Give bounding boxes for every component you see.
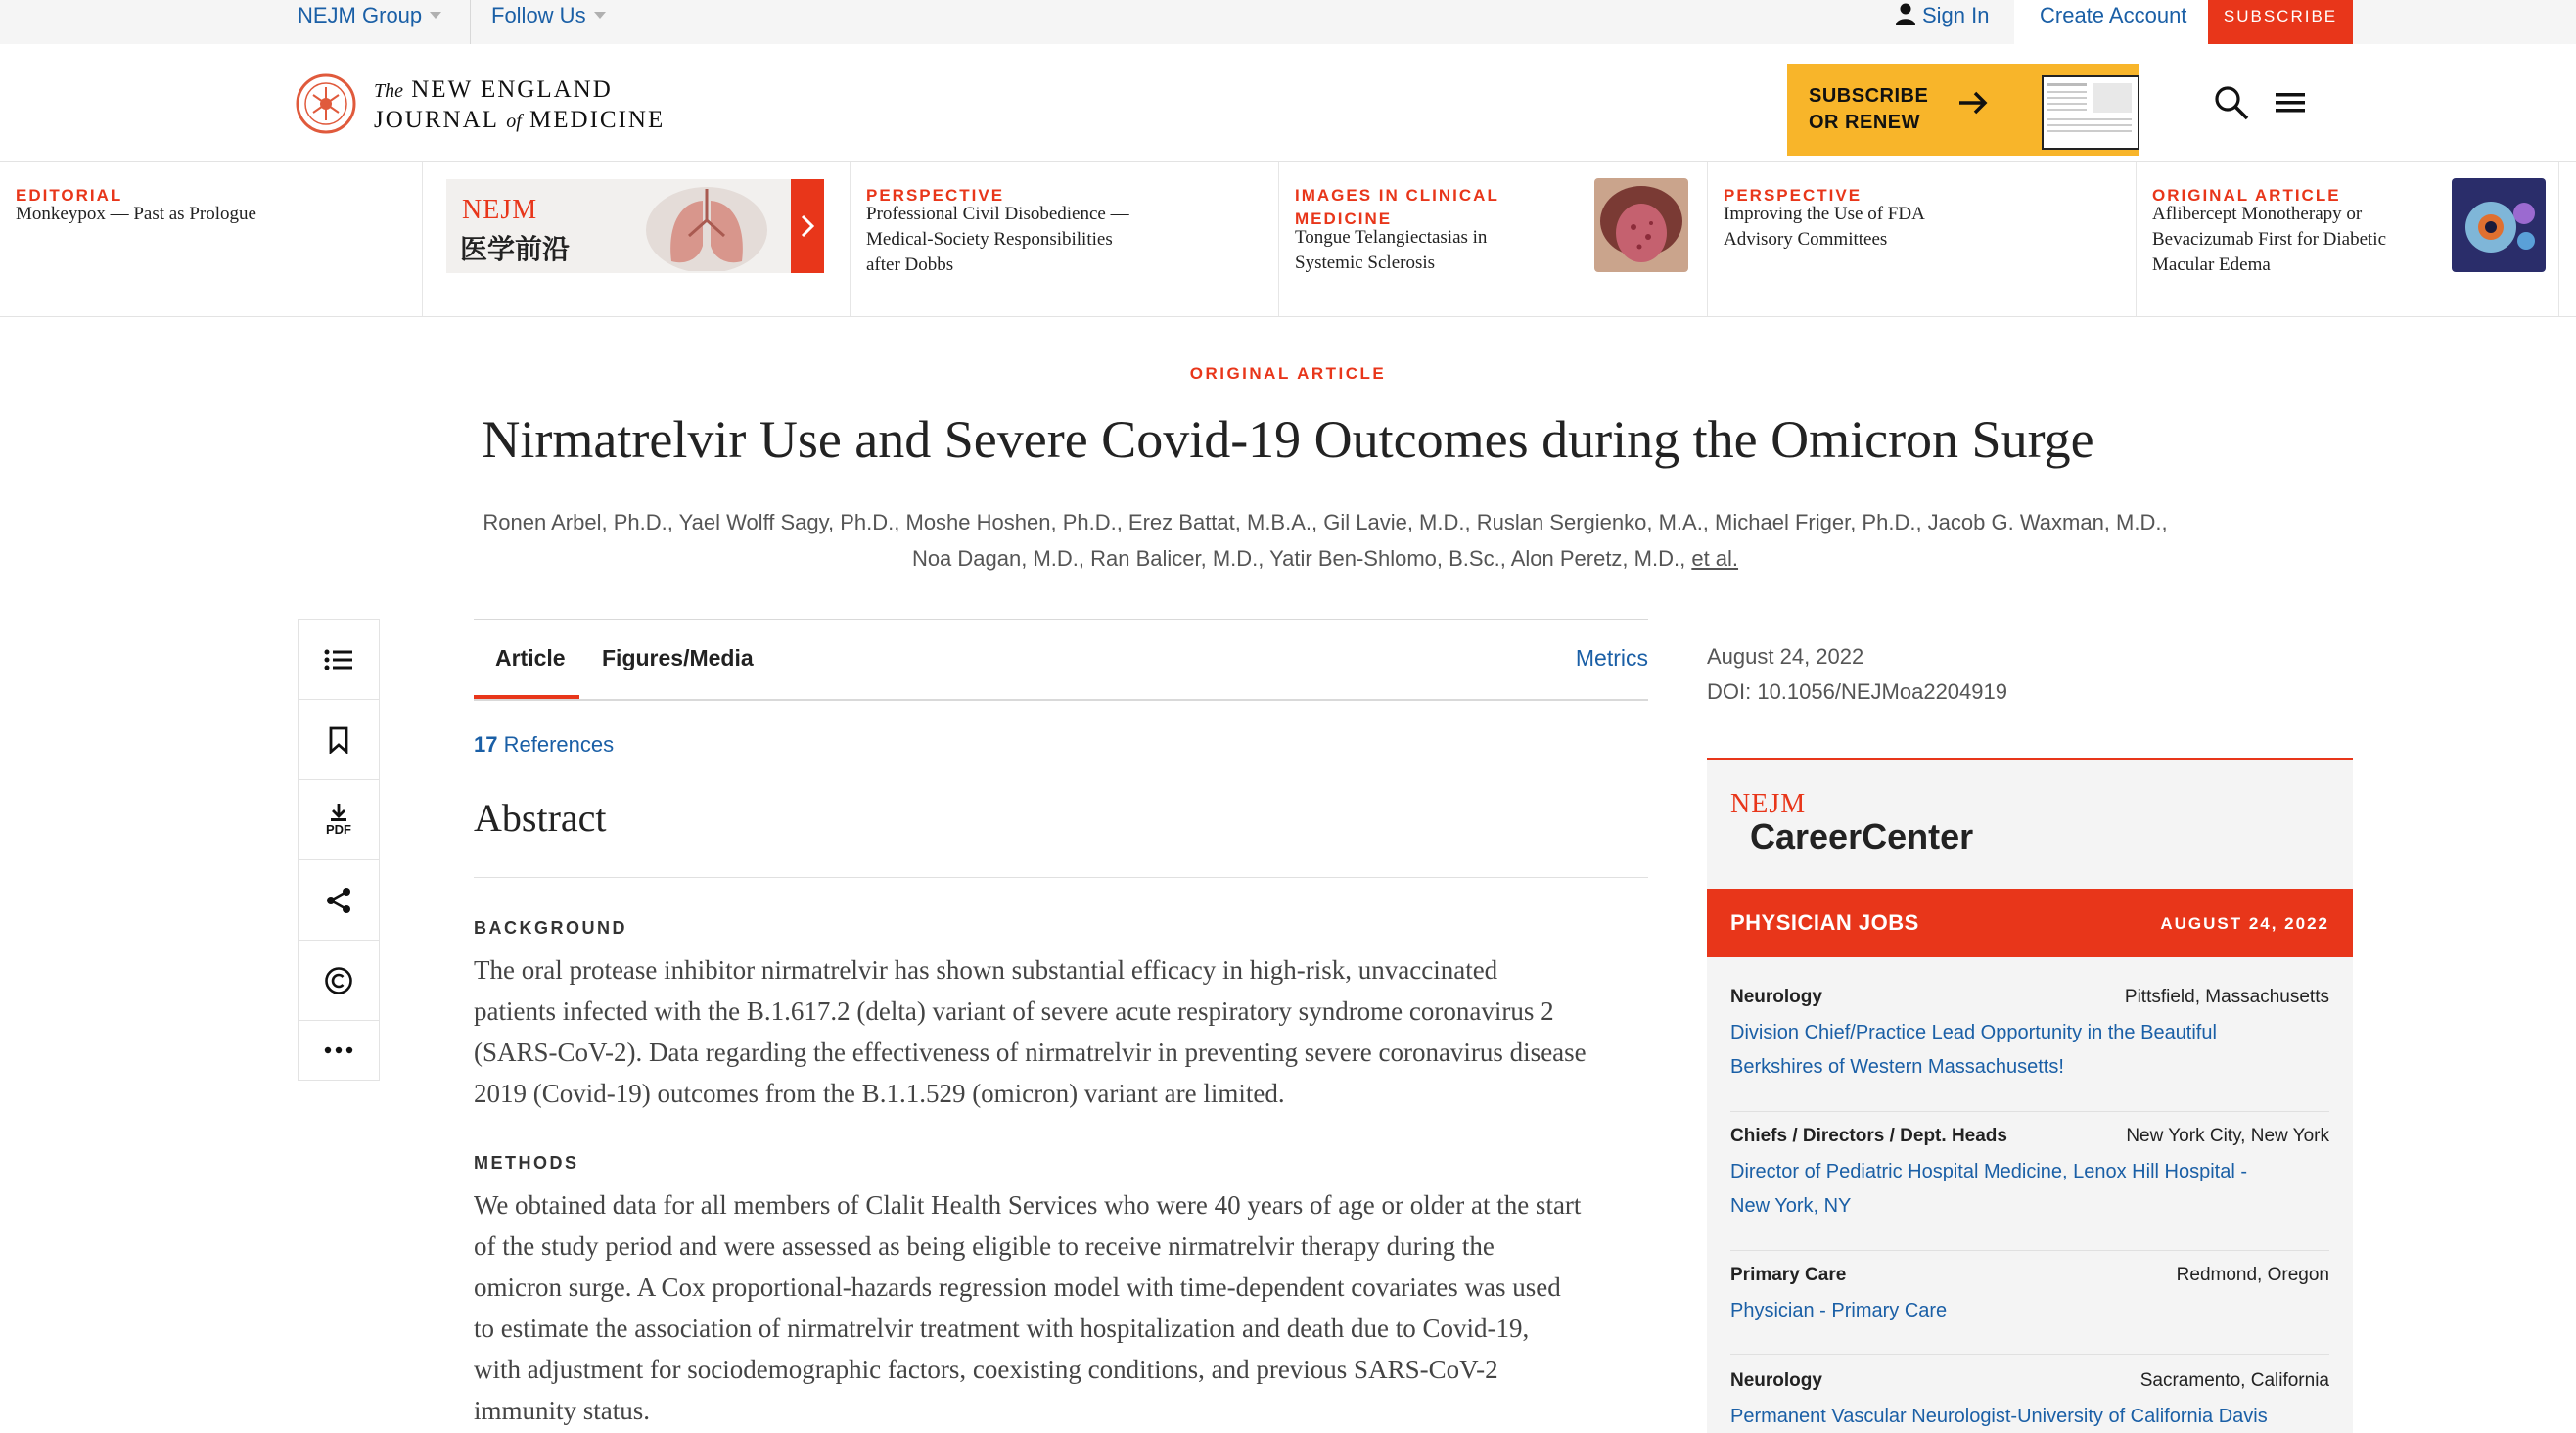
author-list xyxy=(450,504,2200,577)
job-category: Chiefs / Directors / Dept. Heads xyxy=(1730,1126,2007,1146)
teaser-editorial[interactable] xyxy=(0,162,423,316)
journal-cover-thumbnail xyxy=(2042,75,2139,150)
teaser-title: Professional Civil Disobedience — Medical-Society Responsibilities after Dobbs xyxy=(866,204,1129,275)
teaser-kicker: PERSPECTIVE xyxy=(866,186,1005,205)
job-title-line: Physician - Primary Care xyxy=(1730,1300,1948,1321)
methods-text xyxy=(474,1184,1648,1431)
jobs-date: AUGUST 24, 2022 xyxy=(2160,914,2329,933)
article-tabs xyxy=(474,619,1648,701)
search-icon[interactable] xyxy=(2212,83,2251,122)
authors-line1: Ronen Arbel, Ph.D., Yael Wolff Sagy, Ph.D., Moshe Hoshen, Ph.D., Erez Battat, M.B.A., Gil Lavie, M.D., Ruslan Sergienko, M.A., Michael Friger, Ph.D., Jacob G. Waxman, M.D., xyxy=(483,510,2168,534)
background-line: 2019 (Covid-19) outcomes from the B.1.1.529 (omicron) variant are limited. xyxy=(474,1079,1285,1108)
references-label: References xyxy=(503,732,615,757)
logo-medicine: MEDICINE xyxy=(529,107,666,133)
create-account-label: Create Account xyxy=(2040,3,2187,27)
teaser-original-article[interactable] xyxy=(2137,162,2559,316)
methods-line: of the study period and were assessed as being eligible to receive nirmatrelvir therapy during the xyxy=(474,1231,1495,1261)
job-title-line: Berkshires of Western Massachusetts! xyxy=(1730,1056,2064,1078)
sign-in-link[interactable] xyxy=(1895,0,1990,44)
teaser-title: Monkeypox — Past as Prologue xyxy=(16,204,256,224)
background-line: The oral protease inhibitor nirmatrelvir has shown substantial efficacy in high-risk, unvaccinated xyxy=(474,955,1498,985)
promo-banner xyxy=(446,179,824,273)
nejm-group-menu[interactable] xyxy=(298,0,441,44)
article-title: Nirmatrelvir Use and Severe Covid-19 Outcomes during the Omicron Surge xyxy=(482,410,2094,469)
share-button[interactable] xyxy=(299,860,379,941)
job-location: Redmond, Oregon xyxy=(2176,1265,2329,1285)
hamburger-menu-icon[interactable] xyxy=(2273,87,2308,118)
nejm-chinese-promo[interactable] xyxy=(423,162,851,316)
nejm-seal-icon[interactable] xyxy=(296,73,356,134)
article-tool-rail xyxy=(298,619,380,1081)
promo-nejm: NEJM xyxy=(462,195,538,225)
logo-journal: JOURNAL xyxy=(374,107,498,133)
career-center-widget xyxy=(1707,758,2353,1433)
create-account-area xyxy=(2014,0,2208,44)
teaser-title: Aflibercept Monotherapy or Bevacizumab First for Diabetic Macular Edema xyxy=(2152,204,2387,275)
job-title-link[interactable] xyxy=(1730,1155,2329,1224)
job-location: Sacramento, California xyxy=(2139,1370,2329,1391)
chevron-down-icon xyxy=(594,12,606,19)
doi: DOI: 10.1056/NEJMoa2204919 xyxy=(1707,679,2007,704)
job-title-line: Division Chief/Practice Lead Opportunity in the Beautiful xyxy=(1730,1022,2217,1043)
job-listing xyxy=(1730,1265,2329,1355)
career-nejm: NEJM xyxy=(1730,789,1807,819)
lungs-illustration-icon xyxy=(638,181,775,271)
physician-jobs-header xyxy=(1707,889,2353,957)
tab-article[interactable]: Article xyxy=(495,645,566,670)
sign-in-label: Sign In xyxy=(1922,3,1990,27)
publication-date: August 24, 2022 xyxy=(1707,644,1864,669)
logo-the: The xyxy=(374,80,403,102)
background-line: (SARS-CoV-2). Data regarding the effectiveness of nirmatrelvir in preventing severe coronavirus disease xyxy=(474,1038,1587,1067)
divider xyxy=(470,0,471,44)
journal-logo[interactable] xyxy=(374,75,665,136)
background-line: patients infected with the B.1.617.2 (delta) variant of severe acute respiratory syndrome coronavirus 2 xyxy=(474,996,1554,1026)
methods-line: immunity status. xyxy=(474,1396,651,1425)
utility-bar xyxy=(0,0,2576,44)
more-dots-icon xyxy=(324,1046,353,1054)
download-icon xyxy=(328,803,349,822)
masthead xyxy=(0,44,2576,162)
logo-of: of xyxy=(506,111,522,132)
promo-chinese: 医学前沿 xyxy=(460,234,571,264)
user-icon xyxy=(1895,2,1916,25)
eye-illustration-icon xyxy=(2452,178,2546,272)
background-text xyxy=(474,949,1648,1114)
chevron-right-icon xyxy=(791,179,824,273)
follow-us-menu[interactable] xyxy=(491,0,606,44)
share-icon xyxy=(325,887,352,914)
methods-line: with adjustment for sociodemographic factors, coexisting conditions, and previous SARS-CoV-2 xyxy=(474,1355,1498,1384)
teaser-kicker: ORIGINAL ARTICLE xyxy=(2152,186,2341,205)
logo-line1: NEW ENGLAND xyxy=(411,76,613,103)
nejm-group-label: NEJM Group xyxy=(298,3,423,27)
permissions-button[interactable] xyxy=(299,941,379,1021)
teaser-strip xyxy=(0,162,2576,317)
create-account-link[interactable] xyxy=(2040,0,2186,44)
references-link[interactable] xyxy=(474,732,614,758)
teaser-title: Improving the Use of FDA Advisory Committees xyxy=(1724,204,1924,250)
teaser-perspective-dobbs[interactable] xyxy=(851,162,1279,316)
authors-line2: Noa Dagan, M.D., Ran Balicer, M.D., Yatir Ben-Shlomo, B.Sc., Alon Peretz, M.D., xyxy=(911,546,1686,571)
subscribe-line2: OR RENEW xyxy=(1809,112,1920,133)
job-title-link[interactable] xyxy=(1730,1016,2329,1085)
divider xyxy=(474,877,1648,878)
job-category: Neurology xyxy=(1730,987,1822,1007)
career-center-title: CareerCenter xyxy=(1750,816,1974,856)
subscribe-renew-banner[interactable] xyxy=(1787,64,2139,156)
bookmark-icon xyxy=(328,726,349,754)
arrow-right-icon xyxy=(1954,83,1993,122)
methods-label: METHODS xyxy=(474,1153,579,1173)
list-icon xyxy=(324,648,353,671)
pdf-download-button[interactable] xyxy=(299,780,379,860)
job-title-link[interactable] xyxy=(1730,1400,2329,1433)
background-label: BACKGROUND xyxy=(474,918,627,938)
subscribe-line1: SUBSCRIBE xyxy=(1809,85,1929,107)
tab-metrics[interactable]: Metrics xyxy=(1575,645,1648,670)
job-title-line: New York, NY xyxy=(1730,1195,1852,1217)
methods-line: We obtained data for all members of Clalit Health Services who were 40 years of age or older at the start xyxy=(474,1190,1582,1220)
follow-us-label: Follow Us xyxy=(491,3,586,27)
more-options-button[interactable] xyxy=(299,1021,379,1080)
teaser-kicker: EDITORIAL xyxy=(16,186,123,205)
abstract-heading: Abstract xyxy=(474,796,607,840)
methods-line: omicron surge. A Cox proportional-hazards regression model with time-dependent covariates was used xyxy=(474,1272,1561,1302)
job-title-line: Director of Pediatric Hospital Medicine, Lenox Hill Hospital - xyxy=(1730,1161,2247,1182)
job-listing xyxy=(1730,1126,2329,1251)
subscribe-button[interactable]: SUBSCRIBE xyxy=(2208,0,2353,44)
active-tab-indicator xyxy=(474,695,579,699)
job-category: Neurology xyxy=(1730,1370,1822,1391)
teaser-kicker: IMAGES IN CLINICAL MEDICINE xyxy=(1295,186,1499,228)
tongue-image-icon xyxy=(1594,178,1688,272)
physician-jobs-label: PHYSICIAN JOBS xyxy=(1730,910,1919,935)
et-al-link[interactable]: et al. xyxy=(1691,546,1739,571)
teaser-kicker: PERSPECTIVE xyxy=(1724,186,1863,205)
bookmark-button[interactable] xyxy=(299,700,379,780)
tab-figures-media[interactable]: Figures/Media xyxy=(602,645,754,670)
job-location: New York City, New York xyxy=(2126,1126,2329,1146)
job-title-link[interactable] xyxy=(1730,1294,2329,1328)
promo-next-button[interactable] xyxy=(791,179,824,273)
copyright-icon xyxy=(324,966,353,995)
job-location: Pittsfield, Massachusetts xyxy=(2124,987,2329,1007)
job-listing xyxy=(1730,1370,2329,1433)
teaser-images-clinical[interactable] xyxy=(1279,162,1708,316)
methods-line: to estimate the association of nirmatrelvir treatment with hospitalization and death due to Covid-19, xyxy=(474,1314,1530,1343)
job-listing xyxy=(1730,987,2329,1112)
references-count: 17 xyxy=(474,732,498,757)
job-category: Primary Care xyxy=(1730,1265,1847,1285)
teaser-perspective-fda[interactable] xyxy=(1708,162,2137,316)
chevron-down-icon xyxy=(430,12,441,19)
pdf-label: PDF xyxy=(326,822,351,837)
job-title-line: Permanent Vascular Neurologist-University of California Davis xyxy=(1730,1406,2268,1427)
outline-button[interactable] xyxy=(299,620,379,700)
article-kicker: ORIGINAL ARTICLE xyxy=(1189,364,1387,383)
teaser-title: Tongue Telangiectasias in Systemic Sclerosis xyxy=(1295,227,1488,273)
career-center-logo[interactable] xyxy=(1730,789,1974,856)
